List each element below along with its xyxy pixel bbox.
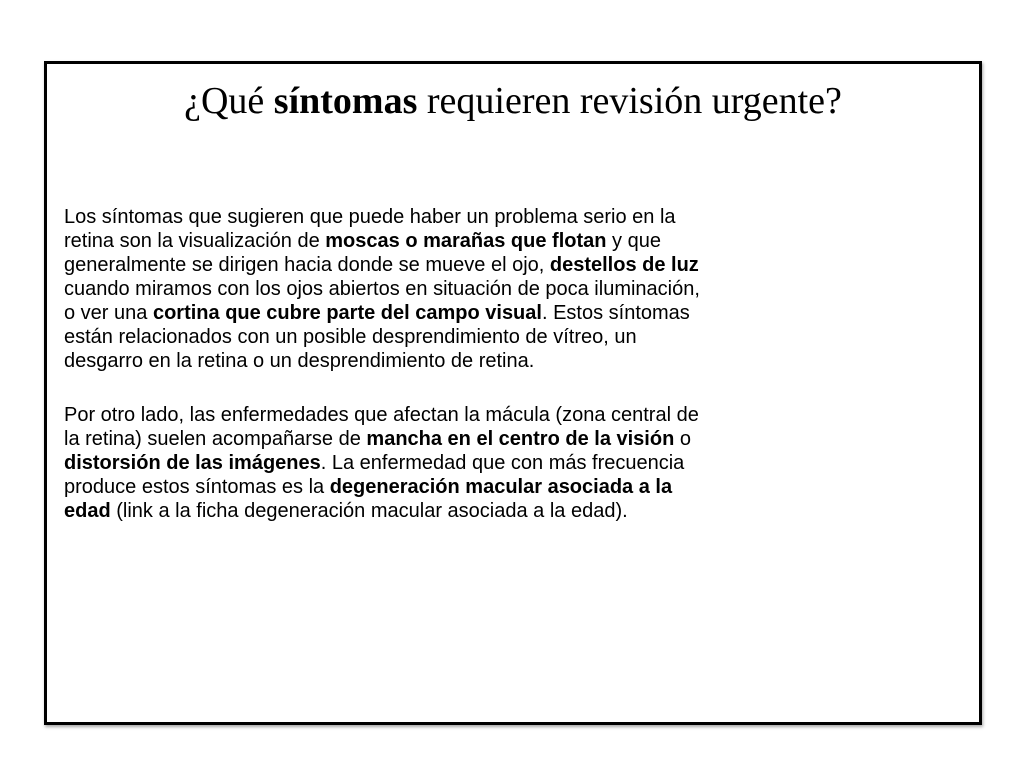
- p2-text-1: Por otro lado, las enfermedades que afectan la mácula (zona central de la retina) suelen acompañarse de: [64, 404, 699, 450]
- p2-bold-spot: mancha en el centro de la visión: [366, 428, 675, 450]
- paragraph-macula-symptoms: [64, 403, 704, 523]
- p1-bold-floaters: moscas o marañas que flotan: [325, 230, 607, 252]
- p2-text-3: . La enfermedad que con más frecuencia produce estos síntomas es la: [64, 452, 685, 498]
- slide-body: [64, 205, 704, 553]
- p1-text-3: cuando miramos con los ojos abiertos en situación de poca iluminación, o ver una: [64, 278, 700, 324]
- title-prefix: ¿Qué: [184, 80, 274, 122]
- p1-bold-flashes: destellos de luz: [549, 254, 699, 276]
- p2-bold-distortion: distorsión de las imágenes: [64, 452, 321, 474]
- slide-frame: [44, 61, 982, 725]
- p1-text-2: y que generalmente se dirigen hacia donde se mueve el ojo,: [64, 230, 661, 276]
- p1-text-1: Los síntomas que sugieren que puede haber un problema serio en la retina son la visualización de: [64, 206, 676, 252]
- p1-bold-curtain: cortina que cubre parte del campo visual: [152, 302, 542, 324]
- title-bold: síntomas: [273, 80, 418, 122]
- paragraph-retina-symptoms: [64, 205, 704, 373]
- p2-text-4: (link a la ficha degeneración macular asociada a la edad).: [110, 500, 628, 522]
- slide-title: [47, 80, 979, 124]
- p2-text-2: o: [674, 428, 691, 450]
- p2-bold-amd: degeneración macular asociada a la edad: [64, 476, 673, 522]
- title-suffix: requieren revisión urgente?: [417, 80, 842, 122]
- p1-text-4: . Estos síntomas están relacionados con un posible desprendimiento de vítreo, un desgarro en la retina o un desprendimiento de retina.: [64, 302, 690, 372]
